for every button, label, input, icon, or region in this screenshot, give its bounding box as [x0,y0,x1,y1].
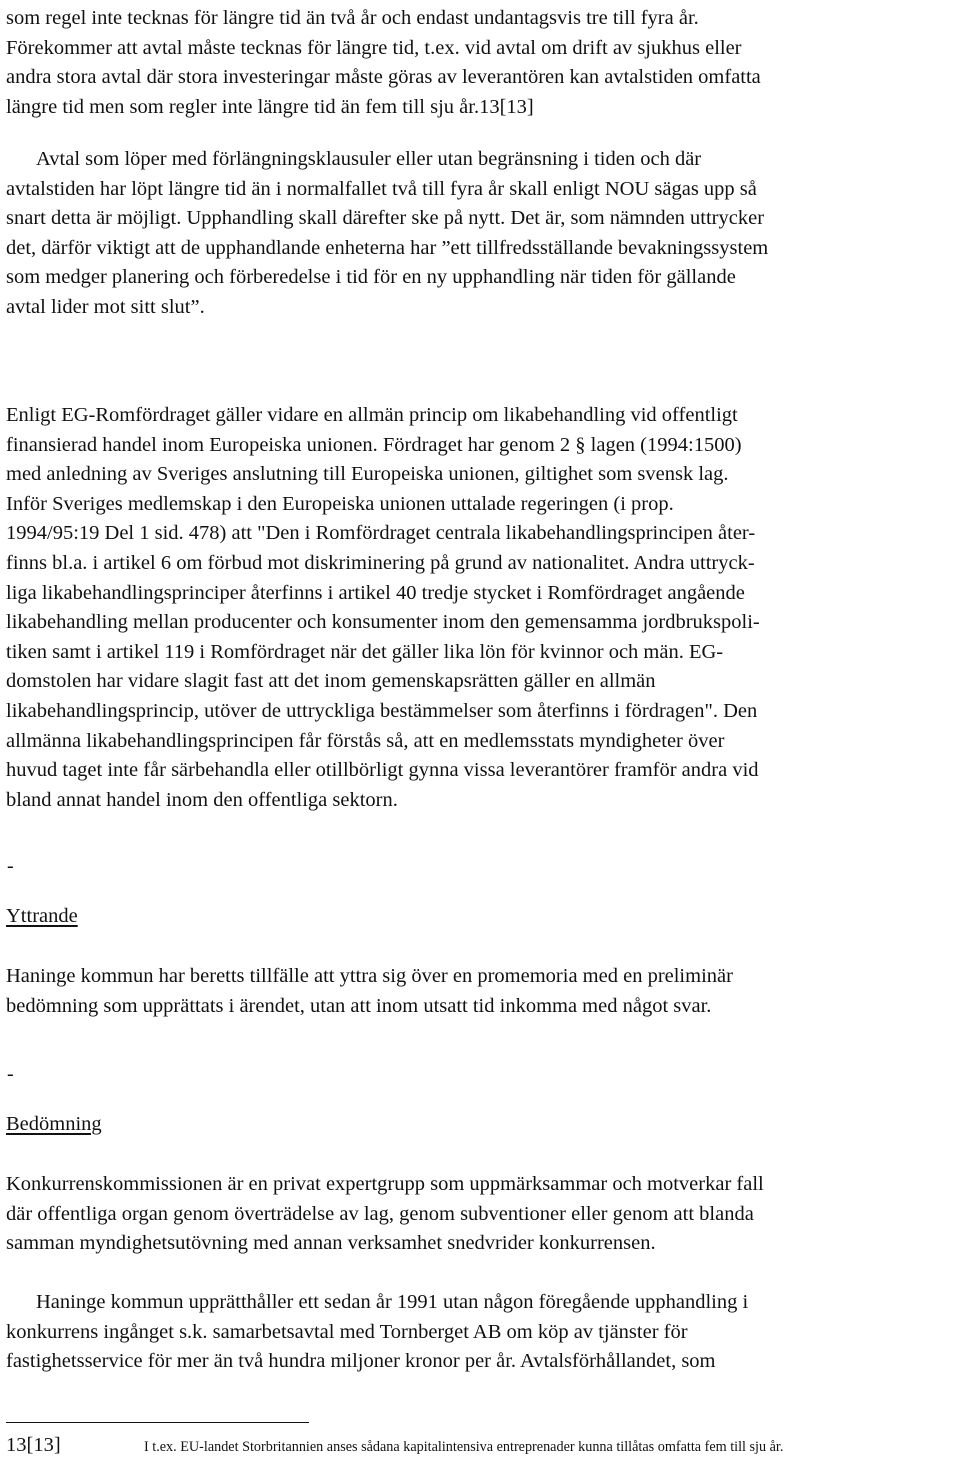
text-line: snart detta är möjligt. Upphandling skall därefter ske på nytt. Det är, som nämnden uttrycker [6,207,765,230]
text-line: finansierad handel inom Europeiska unionen. Fördraget har genom 2 § lagen (1994:1500) [6,433,742,456]
text-line: liga likabehandlingsprinciper återfinns i artikel 40 tredje stycket i Romfördraget angående [6,581,745,604]
text-line: finns bl.a. i artikel 6 om förbud mot diskriminering på grund av nationalitet. Andra uttryck- [6,551,755,574]
text-line: andra stora avtal där stora investeringar måste göras av leverantören kan avtalstiden omfatta [6,66,761,89]
text-line: det, därför viktigt att de upphandlande enheterna har ”ett tillfredsställande bevakningssystem [6,236,769,259]
paragraph-commission [6,1170,952,1259]
text-line: med anledning av Sveriges anslutning till Europeiska unionen, giltighet som svensk lag. [6,463,729,486]
paragraph-haninge-agreement [6,1288,952,1377]
text-line: konkurrens ingånget s.k. samarbetsavtal med Tornberget AB om köp av tjänster för [6,1320,688,1343]
text-line: tiken samt i artikel 119 i Romfördraget när det gäller lika lön för kvinnor och män. EG- [6,640,724,663]
section-dash-marker: - [7,855,14,877]
text-line: längre tid men som regler inte längre tid än fem till sju år.13[13] [6,95,534,118]
paragraph-statement [6,962,952,1021]
text-line: likabehandlingsprincip, utöver de uttryckliga bestämmelser som återfinns i fördragen". Den [6,699,758,722]
paragraph-equal-treatment [6,401,952,815]
footnote [6,1429,952,1461]
section-heading-bedomning: Bedömning [6,1113,102,1135]
text-line: huvud taget inte får särbehandla eller otillbörligt gynna vissa leverantörer framför andra vid [6,759,759,782]
text-line: Inför Sveriges medlemskap i den Europeiska unionen uttalade regeringen (i prop. [6,492,674,515]
text-line: allmänna likabehandlingsprincipen får förstås så, att en medlemsstats myndigheter över [6,729,725,752]
footnote-reference: 13[13] [6,1434,61,1456]
text-line: Avtal som löper med förlängningsklausuler eller utan begränsning i tiden och där [36,148,702,170]
footnote-text: I t.ex. EU-landet Storbritannien anses sådana kapitalintensiva entreprenader kunna tillåtas omfatta fem till sju år. [144,1439,784,1455]
text-line: Haninge kommun upprätthåller ett sedan år 1991 utan någon föregående upphandling i [36,1291,749,1313]
text-line: 1994/95:19 Del 1 sid. 478) att "Den i Romfördraget centrala likabehandlingsprincipen åter- [6,522,756,545]
text-line: avtal lider mot sitt slut”. [6,295,205,318]
text-line: Förekommer att avtal måste tecknas för längre tid, t.ex. vid avtal om drift av sjukhus eller [6,36,742,59]
footnote-separator [6,1422,309,1423]
paragraph-extension-clauses [6,145,952,323]
section-heading-yttrande: Yttrande [6,905,78,927]
text-line: domstolen har vidare slagit fast att det inom gemenskapsrätten gäller en allmän [6,670,656,693]
text-line: bland annat handel inom den offentliga sektorn. [6,788,398,811]
text-line: fastighetsservice för mer än två hundra miljoner kronor per år. Avtalsförhållandet, som [6,1350,716,1373]
section-dash-marker: - [7,1063,14,1085]
paragraph-contract-duration [6,4,952,122]
text-line: bedömning som upprättats i ärendet, utan att inom utsatt tid inkomma med något svar. [6,994,712,1017]
text-line: likabehandling mellan producenter och konsumenter inom den gemensamma jordbrukspoli- [6,611,760,634]
text-line: Haninge kommun har beretts tillfälle att yttra sig över en promemoria med en preliminär [6,965,733,987]
text-line: Konkurrenskommissionen är en privat expertgrupp som uppmärksammar och motverkar fall [6,1173,764,1195]
text-line: samman myndighetsutövning med annan verksamhet snedvrider konkurrensen. [6,1232,656,1255]
text-line: som regel inte tecknas för längre tid än två år och endast undantagsvis tre till fyra år. [6,7,699,29]
text-line: som medger planering och förberedelse i tid för en ny upphandling när tiden för gällande [6,266,736,289]
text-line: där offentliga organ genom överträdelse av lag, genom subventioner eller genom att blanda [6,1202,754,1225]
text-line: avtalstiden har löpt längre tid än i normalfallet två till fyra år skall enligt NOU sägas upp så [6,177,757,200]
text-line: Enligt EG-Romfördraget gäller vidare en allmän princip om likabehandling vid offentligt [6,404,738,426]
